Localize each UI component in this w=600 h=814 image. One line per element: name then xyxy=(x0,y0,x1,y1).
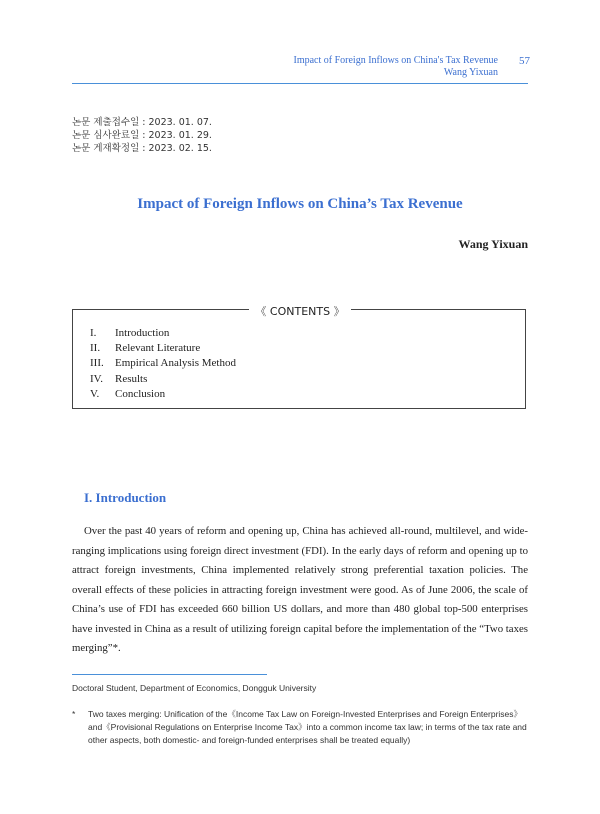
author-name: Wang Yixuan xyxy=(458,237,528,251)
table-of-contents xyxy=(90,326,236,402)
toc-item: V. Conclusion xyxy=(90,387,166,400)
author-affiliation: Doctoral Student, Department of Economics, Dongguk University xyxy=(72,683,317,693)
footnote-rule xyxy=(72,674,267,675)
running-header xyxy=(228,55,528,78)
toc-item: I. Introduction xyxy=(90,327,170,339)
running-author: Wang Yixuan xyxy=(443,67,498,78)
date-accepted: 논문 게재확정일 : 2023. 02. 15. xyxy=(72,143,212,154)
submission-dates xyxy=(72,116,212,155)
footnote xyxy=(72,708,528,747)
running-title: Impact of Foreign Inflows on China's Tax Revenue xyxy=(293,55,498,66)
footnote-mark: * xyxy=(72,709,76,719)
toc-item: II. Relevant Literature xyxy=(90,342,201,355)
toc-item: III. Empirical Analysis Method xyxy=(90,357,236,370)
date-reviewed: 논문 심사완료일 : 2023. 01. 29. xyxy=(72,130,212,141)
header-rule xyxy=(72,83,528,84)
paper-title: Impact of Foreign Inflows on China’s Tax Revenue xyxy=(137,196,463,212)
section-heading: I. Introduction xyxy=(84,490,167,505)
toc-item: IV. Results xyxy=(90,372,148,385)
date-submitted: 논문 제출접수일 : 2023. 01. 07. xyxy=(72,117,212,128)
body-paragraph: Over the past 40 years of reform and opening up, China has achieved all-round, multilevel, and wide-ranging implications using foreign direct investment (FDI). In the early days of reform and opening up to attract foreign investments, China implemented relatively strong preferential taxation policies. The overall effects of these policies in attracting foreign investment were good. As of June 2006, the scale of China’s use of FDI has exceeded 660 billion US dollars, and more than 480 global top-500 enterprises have invested in China as a result of utilizing foreign capital before the implementation of the “Two taxes merging”*. xyxy=(72,525,528,654)
page-number: 57 xyxy=(519,55,530,67)
contents-heading: 《 CONTENTS 》 xyxy=(0,302,600,320)
footnote-text: Two taxes merging: Unification of the《Income Tax Law on Foreign-Invested Enterprises and Foreign Enterprises》and《Provisional Regulations on Enterprise Income Tax》into a common income tax law; in terms of the tax rate and other aspects, both domestic- and foreign-funded enterprises shall be treated equally) xyxy=(88,709,527,745)
